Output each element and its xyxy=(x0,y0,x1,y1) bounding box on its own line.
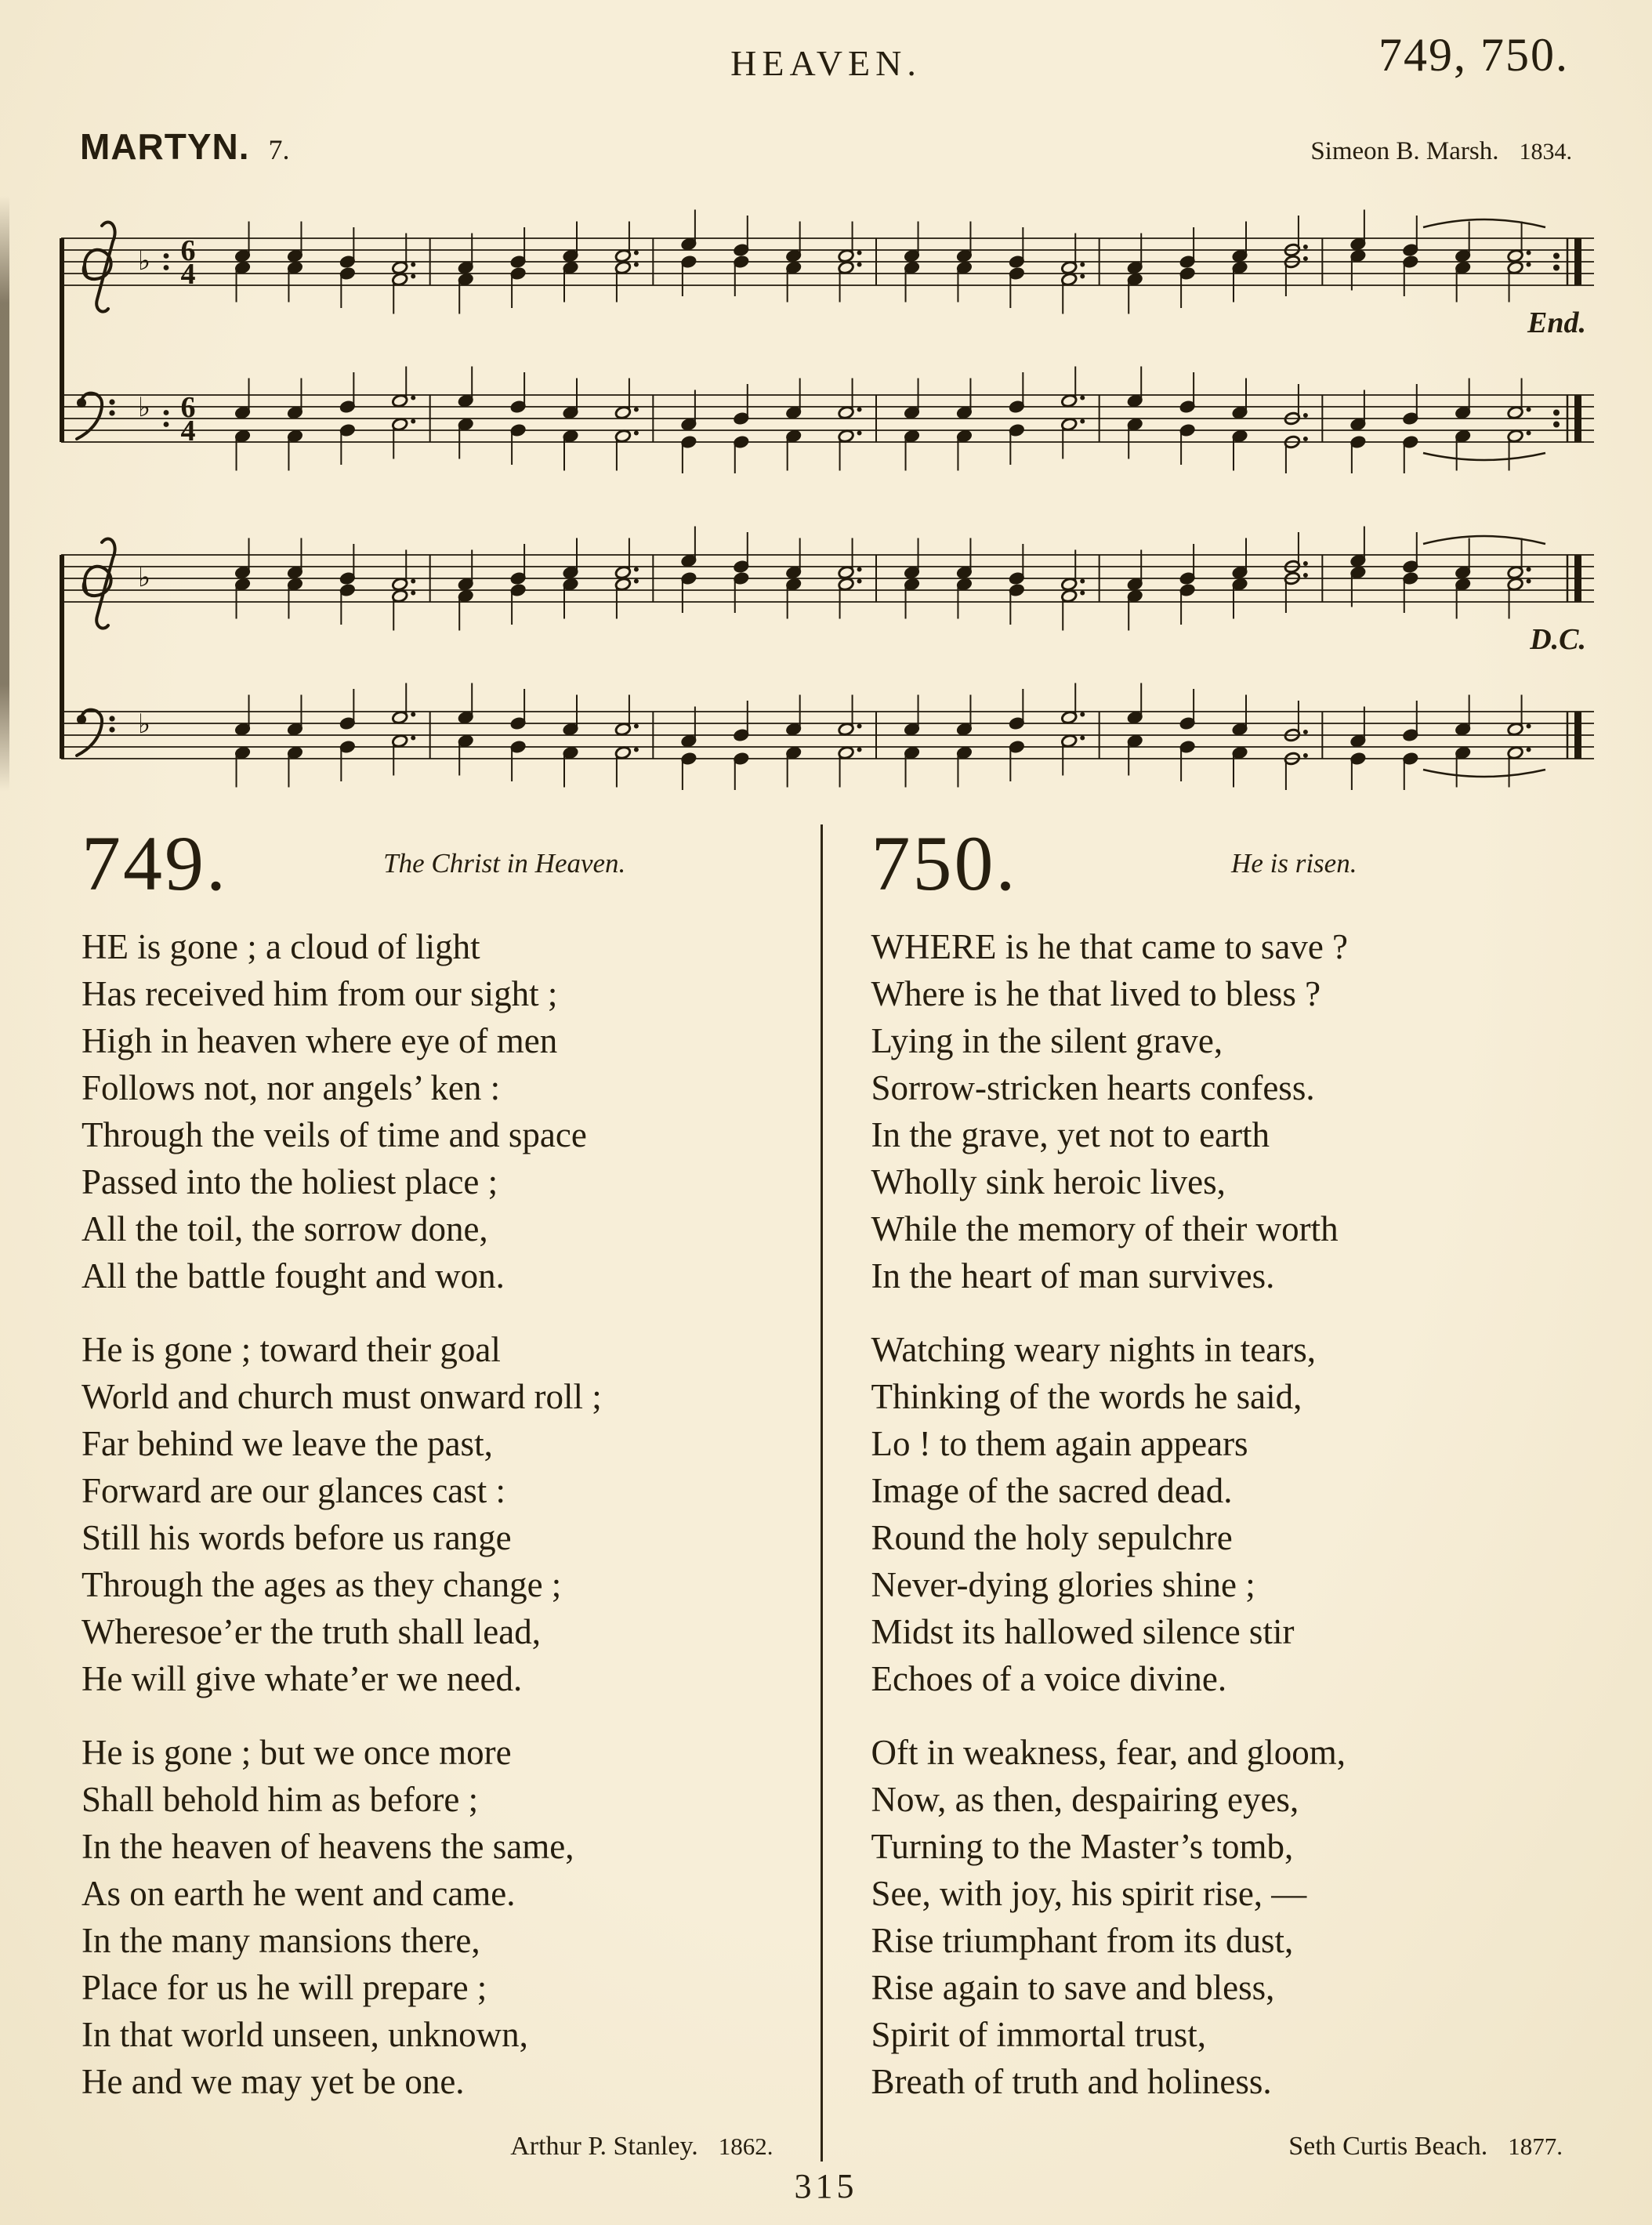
verse-line: Far behind we leave the past, xyxy=(82,1424,493,1463)
hymn-number: 749. xyxy=(82,820,228,907)
author-year: 1862. xyxy=(718,2133,773,2160)
tune-meter: 7. xyxy=(268,134,290,165)
verse-1 xyxy=(82,923,781,1299)
svg-text:♭: ♭ xyxy=(138,562,151,593)
composer-name: Simeon B. Marsh. xyxy=(1310,137,1499,165)
svg-text:6: 6 xyxy=(180,391,196,424)
hymn-title: The Christ in Heaven. xyxy=(383,848,626,879)
verse-line: Breath of truth and holiness. xyxy=(871,2062,1272,2101)
section-title: HEAVEN. xyxy=(730,43,922,83)
author-credit xyxy=(82,2132,781,2162)
verse-3 xyxy=(871,1729,1571,2105)
verse-line: He is gone ; but we once more xyxy=(82,1733,512,1772)
end-cue: End. xyxy=(1527,306,1586,339)
author-name: Seth Curtis Beach. xyxy=(1288,2132,1488,2161)
hymn-title: He is risen. xyxy=(1231,848,1357,879)
verse-line: Never-dying glories shine ; xyxy=(871,1565,1255,1604)
hymn-749-header xyxy=(82,820,781,907)
verse-line: Image of the sacred dead. xyxy=(871,1471,1233,1510)
page-header xyxy=(0,0,1652,124)
svg-text:4: 4 xyxy=(180,258,196,291)
verse-line: Sorrow-stricken hearts confess. xyxy=(871,1068,1315,1107)
verse-line: He will give whate’er we need. xyxy=(82,1659,523,1698)
verse-line: While the memory of their worth xyxy=(871,1209,1339,1248)
verse-line: As on earth he went and came. xyxy=(82,1874,516,1913)
sheet-music-system-2 xyxy=(50,492,1599,790)
verse-line: Forward are our glances cast : xyxy=(82,1471,506,1510)
tune-name: MARTYN. xyxy=(80,126,250,167)
verse-line: Through the veils of time and space xyxy=(82,1115,587,1154)
hymn-750 xyxy=(823,820,1571,2162)
sheet-music xyxy=(0,176,1652,790)
verse-line: See, with joy, his spirit rise, — xyxy=(871,1874,1307,1913)
verse-line: In the heaven of heavens the same, xyxy=(82,1827,574,1866)
verse-line: In the many mansions there, xyxy=(82,1921,480,1960)
composer-year: 1834. xyxy=(1519,139,1572,165)
verse-line: Oft in weakness, fear, and gloom, xyxy=(871,1733,1346,1772)
verse-line: Follows not, nor angels’ ken : xyxy=(82,1068,501,1107)
svg-text:♭: ♭ xyxy=(138,245,151,277)
verse-line: Through the ages as they change ; xyxy=(82,1565,562,1604)
verse-line: Round the holy sepulchre xyxy=(871,1518,1233,1557)
verse-line: Where is he that lived to bless ? xyxy=(871,974,1321,1013)
author-credit xyxy=(871,2132,1571,2162)
verse-line: Midst its hallowed silence stir xyxy=(871,1612,1295,1651)
verse-line: Lying in the silent grave, xyxy=(871,1021,1223,1060)
verse-line: He is gone ; toward their goal xyxy=(82,1330,501,1369)
sheet-music-system-1 xyxy=(50,176,1599,473)
verse-line: Rise again to save and bless, xyxy=(871,1968,1275,2007)
author-year: 1877. xyxy=(1508,2133,1563,2160)
composer-credit xyxy=(1310,137,1572,166)
scan-gutter-shadow xyxy=(0,196,9,792)
verse-line: Thinking of the words he said, xyxy=(871,1377,1302,1416)
tune-header xyxy=(0,125,1652,168)
verse-line: Passed into the holiest place ; xyxy=(82,1162,498,1201)
verse-line: All the battle fought and won. xyxy=(82,1256,505,1296)
verse-line: Place for us he will prepare ; xyxy=(82,1968,487,2007)
verse-line: In the grave, yet not to earth xyxy=(871,1115,1270,1154)
verse-line: Lo ! to them again appears xyxy=(871,1424,1248,1463)
verse-line: He and we may yet be one. xyxy=(82,2062,465,2101)
svg-text:4: 4 xyxy=(180,415,196,448)
verse-2 xyxy=(871,1326,1571,1702)
svg-text:♭: ♭ xyxy=(138,392,151,423)
svg-text:6: 6 xyxy=(180,234,196,267)
verse-line: World and church must onward roll ; xyxy=(82,1377,602,1416)
svg-text:♭: ♭ xyxy=(138,708,151,740)
music-system-2 xyxy=(50,492,1602,790)
verse-line: Spirit of immortal trust, xyxy=(871,2015,1206,2054)
verse-line: High in heaven where eye of men xyxy=(82,1021,558,1060)
verse-line: Turning to the Master’s tomb, xyxy=(871,1827,1294,1866)
verse-line: Now, as then, despairing eyes, xyxy=(871,1780,1299,1819)
verse-line: WHERE is he that came to save ? xyxy=(871,927,1349,966)
hymn-columns xyxy=(0,820,1652,2162)
hymn-number: 750. xyxy=(871,820,1018,907)
verse-line: HE is gone ; a cloud of light xyxy=(82,927,480,966)
verse-line: In that world unseen, unknown, xyxy=(82,2015,528,2054)
verse-line: Has received him from our sight ; xyxy=(82,974,558,1013)
verse-line: Watching weary nights in tears, xyxy=(871,1330,1316,1369)
verse-line: Wheresoe’er the truth shall lead, xyxy=(82,1612,541,1651)
verse-line: Still his words before us range xyxy=(82,1518,512,1557)
author-name: Arthur P. Stanley. xyxy=(510,2132,698,2161)
verse-line: Shall behold him as before ; xyxy=(82,1780,479,1819)
music-system-1 xyxy=(50,176,1602,473)
hymn-749 xyxy=(82,820,821,2162)
verse-3 xyxy=(82,1729,781,2105)
verse-line: All the toil, the sorrow done, xyxy=(82,1209,488,1248)
verse-2 xyxy=(82,1326,781,1702)
hymn-750-header xyxy=(871,820,1571,907)
page-number: 315 xyxy=(794,2167,858,2205)
verse-line: In the heart of man survives. xyxy=(871,1256,1275,1296)
dc-cue: D.C. xyxy=(1530,623,1586,656)
verse-line: Rise triumphant from its dust, xyxy=(871,1921,1294,1960)
verse-line: Echoes of a voice divine. xyxy=(871,1659,1227,1698)
hymn-folio-numbers: 749, 750. xyxy=(1378,29,1569,81)
verse-line: Wholly sink heroic lives, xyxy=(871,1162,1226,1201)
verse-1 xyxy=(871,923,1571,1299)
